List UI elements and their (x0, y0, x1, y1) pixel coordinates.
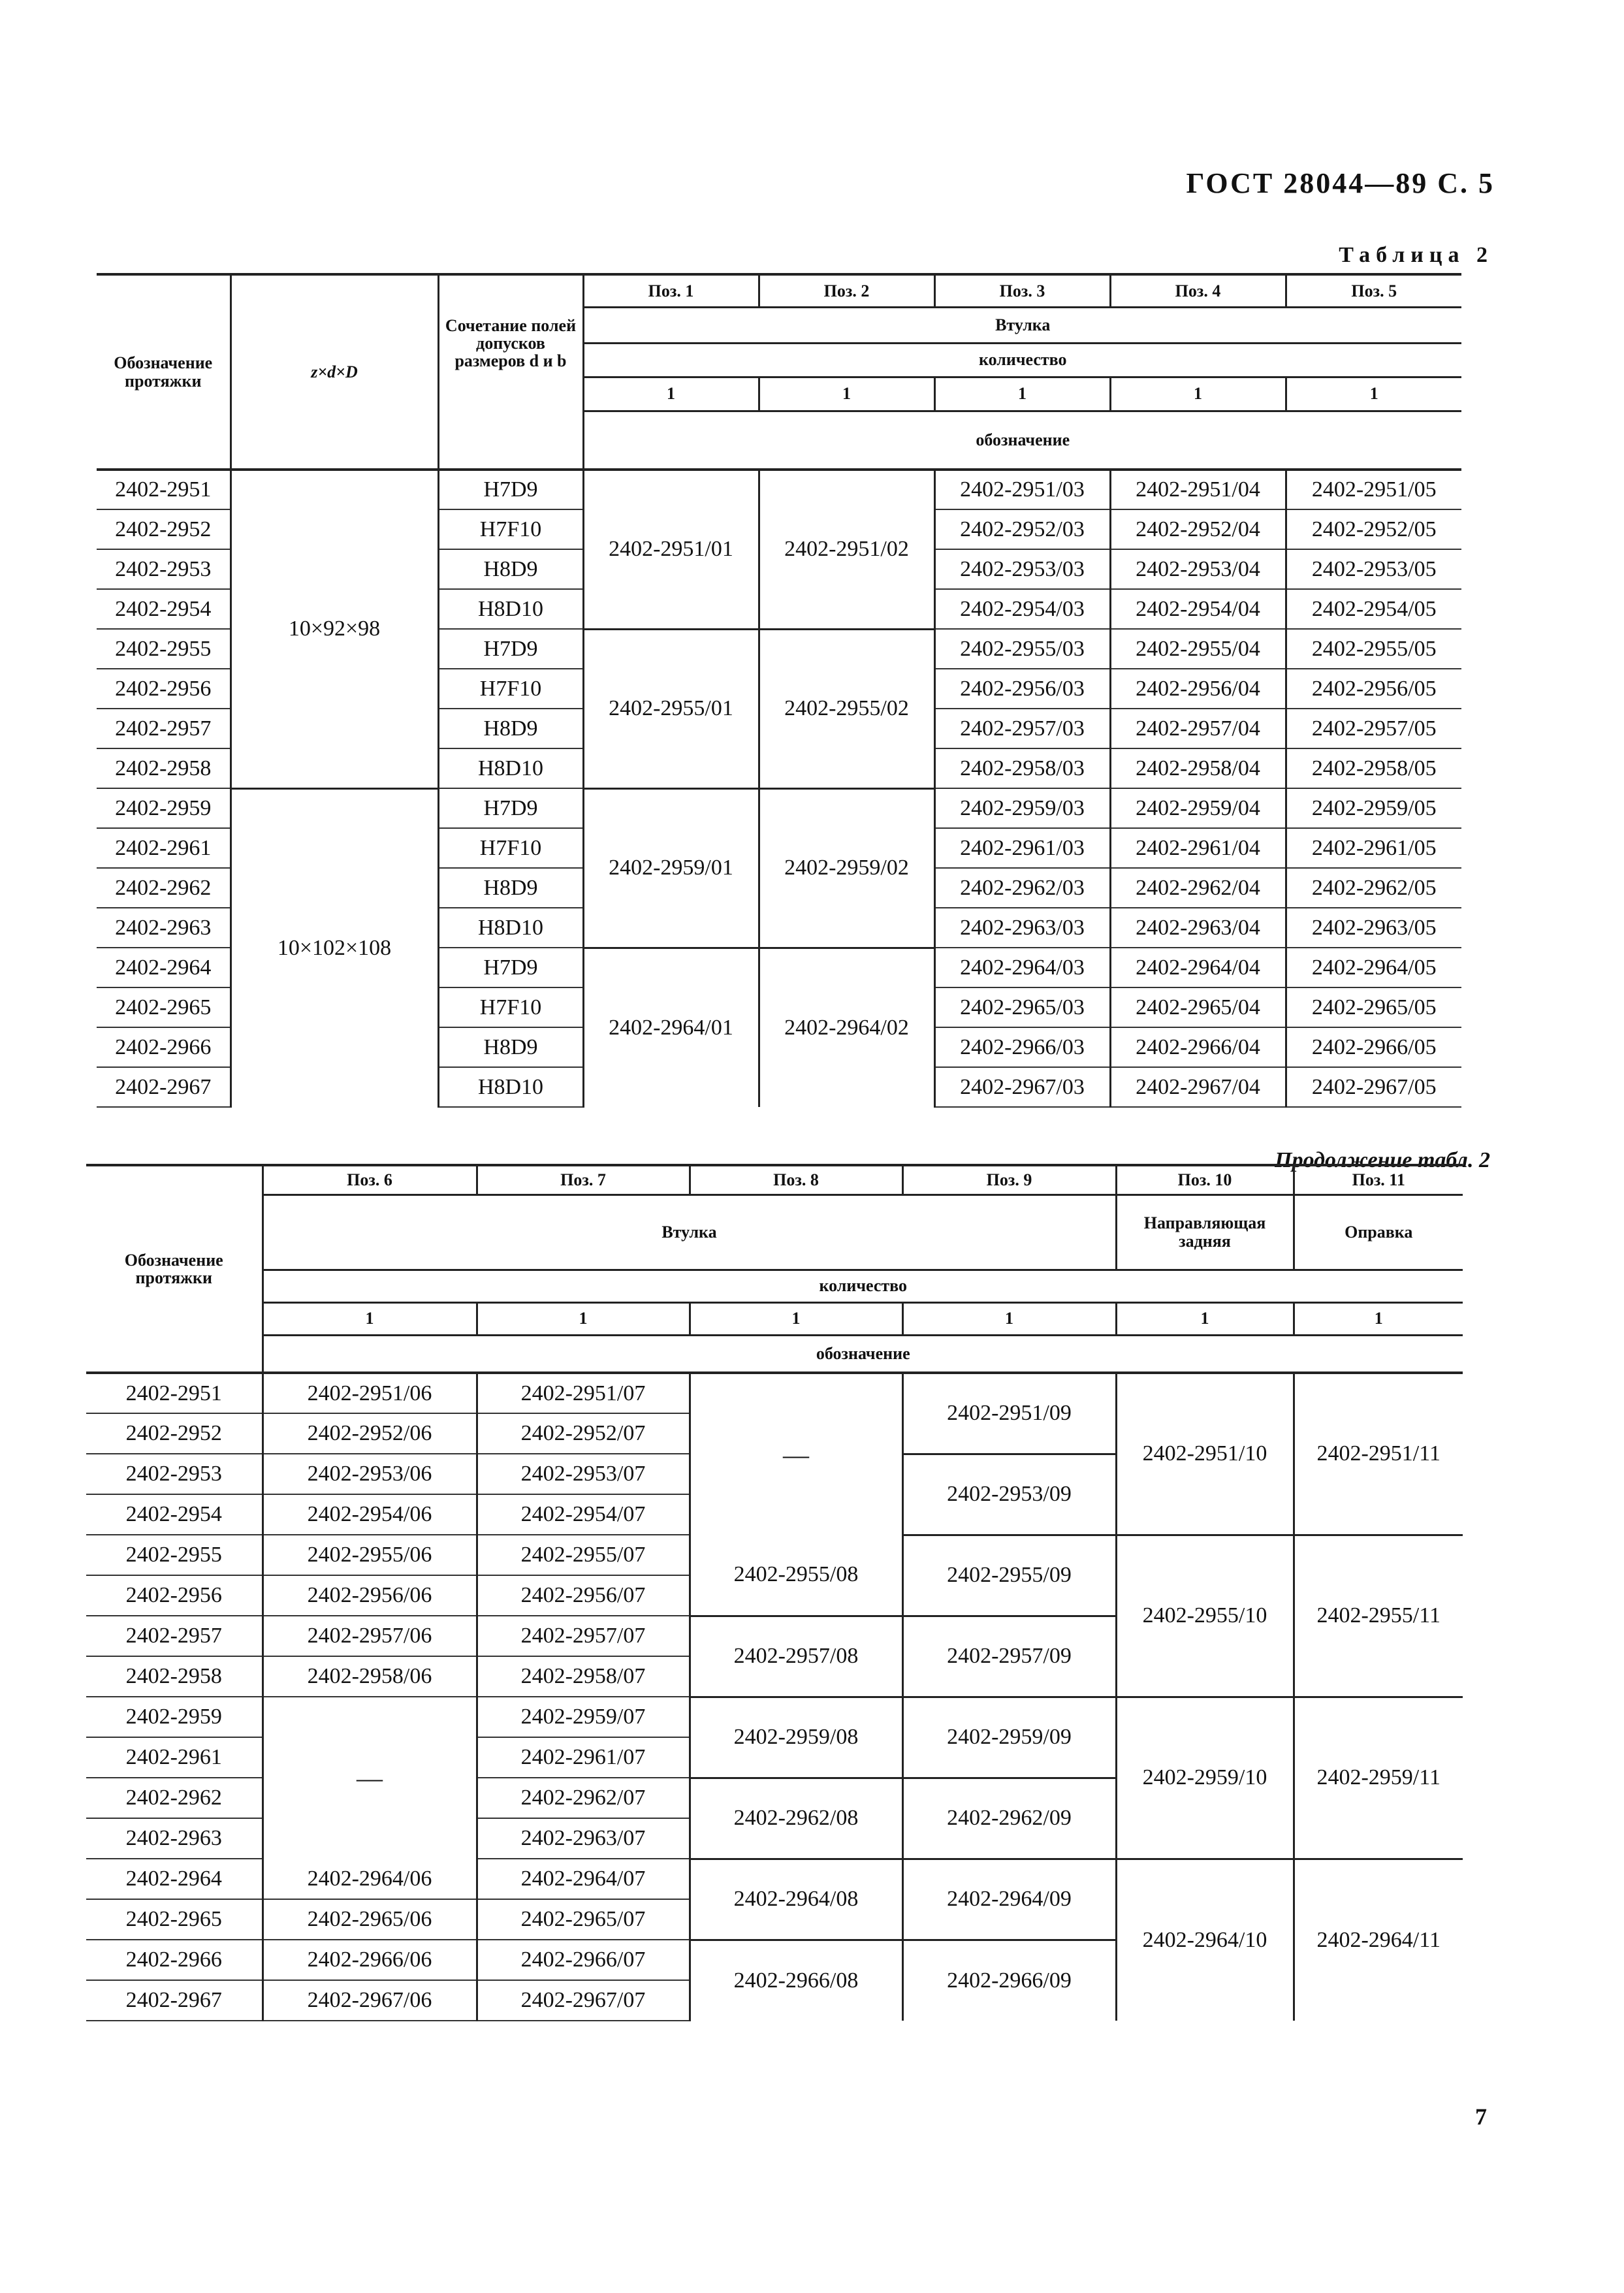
pos5-cell: 2402-2951/05 (1286, 470, 1461, 509)
pos7-cell: 2402-2958/07 (477, 1656, 690, 1697)
pos4-cell: 2402-2961/04 (1110, 828, 1286, 868)
designation-cell: 2402-2965 (86, 1899, 263, 1940)
group-guide-header: Направляющая задняя (1116, 1195, 1294, 1270)
pos3-cell: 2402-2966/03 (934, 1027, 1110, 1067)
pos3-cell: 2402-2953/03 (934, 549, 1110, 589)
pos7-cell: 2402-2965/07 (477, 1899, 690, 1940)
pos5-cell: 2402-2961/05 (1286, 828, 1461, 868)
pos-header: Поз. 11 (1294, 1165, 1463, 1195)
quantity-value: 1 (1294, 1302, 1463, 1335)
pos10-cell: 2402-2955/10 (1116, 1535, 1294, 1697)
pos9-cell: 2402-2966/09 (902, 1940, 1116, 2021)
designation-cell: 2402-2967 (86, 1980, 263, 2021)
pos4-cell: 2402-2966/04 (1110, 1027, 1286, 1067)
page-number: 7 (1475, 2104, 1487, 2130)
pos7-cell: 2402-2956/07 (477, 1575, 690, 1616)
pos5-cell: 2402-2965/05 (1286, 987, 1461, 1027)
pos3-cell: 2402-2964/03 (934, 948, 1110, 987)
pos1-cell: 2402-2964/01 (583, 948, 759, 1107)
pos7-cell: 2402-2955/07 (477, 1535, 690, 1575)
pos-header: Поз. 9 (902, 1165, 1116, 1195)
pos2-cell: 2402-2959/02 (759, 788, 934, 948)
tolerance-cell: H7D9 (438, 470, 583, 509)
pos3-cell: 2402-2959/03 (934, 788, 1110, 828)
designation-cell: 2402-2963 (86, 1818, 263, 1859)
col-zdd-header: z×d×D (231, 274, 438, 470)
pos8-cell: 2402-2959/08 (690, 1697, 902, 1778)
pos6-cell: 2402-2957/06 (263, 1616, 477, 1656)
pos3-cell: 2402-2952/03 (934, 509, 1110, 549)
table-row (86, 1697, 1463, 1737)
quantity-value: 1 (690, 1302, 902, 1335)
pos7-cell: 2402-2951/07 (477, 1373, 690, 1413)
tolerance-cell: H8D10 (438, 748, 583, 788)
designation-cell: 2402-2952 (97, 509, 231, 549)
pos11-cell: 2402-2964/11 (1294, 1859, 1463, 2021)
designation-cell: 2402-2951 (97, 470, 231, 509)
pos3-cell: 2402-2957/03 (934, 709, 1110, 748)
designation-cell: 2402-2954 (97, 589, 231, 629)
pos5-cell: 2402-2966/05 (1286, 1027, 1461, 1067)
tolerance-cell: H7D9 (438, 948, 583, 987)
tolerance-cell: H8D9 (438, 1027, 583, 1067)
pos4-cell: 2402-2962/04 (1110, 868, 1286, 908)
pos8-cell: 2402-2955/08 (690, 1535, 902, 1616)
pos8-cell: — (690, 1373, 902, 1535)
pos3-cell: 2402-2961/03 (934, 828, 1110, 868)
quantity-value: 1 (1286, 377, 1461, 411)
pos6-cell: 2402-2964/06 (263, 1859, 477, 1899)
table-row (86, 1859, 1463, 1899)
table-row (86, 1373, 1463, 1413)
pos7-cell: 2402-2967/07 (477, 1980, 690, 2021)
pos3-cell: 2402-2965/03 (934, 987, 1110, 1027)
pos7-cell: 2402-2966/07 (477, 1940, 690, 1980)
quantity-value: 1 (263, 1302, 477, 1335)
pos7-cell: 2402-2963/07 (477, 1818, 690, 1859)
pos10-cell: 2402-2959/10 (1116, 1697, 1294, 1859)
pos-header: Поз. 7 (477, 1165, 690, 1195)
group-mandrel-header: Оправка (1294, 1195, 1463, 1270)
designation-label: обозначение (263, 1335, 1463, 1373)
pos6-cell: 2402-2967/06 (263, 1980, 477, 2021)
pos7-cell: 2402-2957/07 (477, 1616, 690, 1656)
col-designation-header: Обозначение протяжки (97, 274, 231, 470)
designation-cell: 2402-2962 (86, 1778, 263, 1818)
pos10-cell: 2402-2964/10 (1116, 1859, 1294, 2021)
pos7-cell: 2402-2952/07 (477, 1413, 690, 1454)
group-header: Втулка (583, 307, 1461, 343)
tolerance-cell: H7F10 (438, 987, 583, 1027)
designation-cell: 2402-2962 (97, 868, 231, 908)
pos8-cell: 2402-2966/08 (690, 1940, 902, 2021)
designation-cell: 2402-2956 (97, 669, 231, 709)
table-2-part-2 (86, 1164, 1463, 2021)
pos4-cell: 2402-2954/04 (1110, 589, 1286, 629)
tolerance-cell: H7D9 (438, 629, 583, 669)
pos9-cell: 2402-2962/09 (902, 1778, 1116, 1859)
col-designation-header: Обозначение протяжки (86, 1165, 263, 1373)
designation-cell: 2402-2952 (86, 1413, 263, 1454)
size-cell: 10×102×108 (231, 788, 438, 1107)
pos-header: Поз. 10 (1116, 1165, 1294, 1195)
table-row (97, 788, 1461, 828)
quantity-value: 1 (1116, 1302, 1294, 1335)
pos9-cell: 2402-2951/09 (902, 1373, 1116, 1454)
pos-header: Поз. 2 (759, 274, 934, 307)
pos4-cell: 2402-2953/04 (1110, 549, 1286, 589)
pos6-cell: 2402-2955/06 (263, 1535, 477, 1575)
designation-cell: 2402-2963 (97, 908, 231, 948)
continuation-caption: Продолжение табл. 2 (1275, 1148, 1490, 1172)
quantity-value: 1 (1110, 377, 1286, 411)
designation-cell: 2402-2953 (86, 1454, 263, 1494)
table-2-part-1 (97, 273, 1461, 1108)
pos9-cell: 2402-2959/09 (902, 1697, 1116, 1778)
pos-header: Поз. 1 (583, 274, 759, 307)
pos3-cell: 2402-2958/03 (934, 748, 1110, 788)
pos2-cell: 2402-2964/02 (759, 948, 934, 1107)
designation-cell: 2402-2961 (97, 828, 231, 868)
pos-header: Поз. 6 (263, 1165, 477, 1195)
size-cell: 10×92×98 (231, 470, 438, 788)
pos-header: Поз. 4 (1110, 274, 1286, 307)
designation-cell: 2402-2959 (97, 788, 231, 828)
pos6-cell: 2402-2958/06 (263, 1656, 477, 1697)
quantity-label: количество (263, 1270, 1463, 1302)
pos11-cell: 2402-2959/11 (1294, 1697, 1463, 1859)
designation-cell: 2402-2951 (86, 1373, 263, 1413)
pos3-cell: 2402-2954/03 (934, 589, 1110, 629)
pos5-cell: 2402-2957/05 (1286, 709, 1461, 748)
pos6-cell: — (263, 1697, 477, 1859)
pos3-cell: 2402-2962/03 (934, 868, 1110, 908)
tolerance-cell: H7F10 (438, 828, 583, 868)
designation-cell: 2402-2967 (97, 1067, 231, 1107)
designation-cell: 2402-2957 (86, 1616, 263, 1656)
pos1-cell: 2402-2951/01 (583, 470, 759, 629)
designation-cell: 2402-2956 (86, 1575, 263, 1616)
pos4-cell: 2402-2959/04 (1110, 788, 1286, 828)
page-header: ГОСТ 28044—89 С. 5 (1186, 167, 1495, 199)
pos4-cell: 2402-2964/04 (1110, 948, 1286, 987)
pos5-cell: 2402-2962/05 (1286, 868, 1461, 908)
designation-cell: 2402-2955 (86, 1535, 263, 1575)
pos6-cell: 2402-2965/06 (263, 1899, 477, 1940)
pos11-cell: 2402-2951/11 (1294, 1373, 1463, 1535)
pos6-cell: 2402-2953/06 (263, 1454, 477, 1494)
pos4-cell: 2402-2951/04 (1110, 470, 1286, 509)
pos9-cell: 2402-2957/09 (902, 1616, 1116, 1697)
pos4-cell: 2402-2956/04 (1110, 669, 1286, 709)
pos5-cell: 2402-2964/05 (1286, 948, 1461, 987)
quantity-value: 1 (902, 1302, 1116, 1335)
pos4-cell: 2402-2952/04 (1110, 509, 1286, 549)
designation-cell: 2402-2955 (97, 629, 231, 669)
pos5-cell: 2402-2963/05 (1286, 908, 1461, 948)
designation-label: обозначение (583, 411, 1461, 470)
designation-cell: 2402-2953 (97, 549, 231, 589)
pos9-cell: 2402-2964/09 (902, 1859, 1116, 1940)
pos7-cell: 2402-2964/07 (477, 1859, 690, 1899)
pos2-cell: 2402-2951/02 (759, 470, 934, 629)
pos5-cell: 2402-2952/05 (1286, 509, 1461, 549)
pos4-cell: 2402-2955/04 (1110, 629, 1286, 669)
pos5-cell: 2402-2954/05 (1286, 589, 1461, 629)
pos6-cell: 2402-2954/06 (263, 1494, 477, 1535)
pos7-cell: 2402-2954/07 (477, 1494, 690, 1535)
pos6-cell: 2402-2966/06 (263, 1940, 477, 1980)
pos6-cell: 2402-2956/06 (263, 1575, 477, 1616)
pos4-cell: 2402-2957/04 (1110, 709, 1286, 748)
table-row (97, 470, 1461, 509)
pos-header: Поз. 8 (690, 1165, 902, 1195)
table-row (86, 1535, 1463, 1575)
designation-cell: 2402-2958 (86, 1656, 263, 1697)
tolerance-cell: H8D9 (438, 709, 583, 748)
designation-cell: 2402-2957 (97, 709, 231, 748)
pos7-cell: 2402-2953/07 (477, 1454, 690, 1494)
pos-header: Поз. 5 (1286, 274, 1461, 307)
pos7-cell: 2402-2962/07 (477, 1778, 690, 1818)
designation-cell: 2402-2964 (97, 948, 231, 987)
table-caption: Таблица 2 (1339, 243, 1493, 267)
pos1-cell: 2402-2955/01 (583, 629, 759, 788)
pos6-cell: 2402-2952/06 (263, 1413, 477, 1454)
pos4-cell: 2402-2958/04 (1110, 748, 1286, 788)
pos11-cell: 2402-2955/11 (1294, 1535, 1463, 1697)
pos3-cell: 2402-2956/03 (934, 669, 1110, 709)
pos1-cell: 2402-2959/01 (583, 788, 759, 948)
pos-header: Поз. 3 (934, 274, 1110, 307)
pos3-cell: 2402-2951/03 (934, 470, 1110, 509)
pos4-cell: 2402-2967/04 (1110, 1067, 1286, 1107)
quantity-value: 1 (934, 377, 1110, 411)
designation-cell: 2402-2966 (86, 1940, 263, 1980)
pos4-cell: 2402-2963/04 (1110, 908, 1286, 948)
quantity-value: 1 (477, 1302, 690, 1335)
group-bushing-header: Втулка (263, 1195, 1116, 1270)
pos8-cell: 2402-2962/08 (690, 1778, 902, 1859)
pos10-cell: 2402-2951/10 (1116, 1373, 1294, 1535)
tolerance-cell: H8D10 (438, 1067, 583, 1107)
pos5-cell: 2402-2956/05 (1286, 669, 1461, 709)
tolerance-cell: H8D10 (438, 908, 583, 948)
designation-cell: 2402-2959 (86, 1697, 263, 1737)
pos3-cell: 2402-2963/03 (934, 908, 1110, 948)
pos9-cell: 2402-2955/09 (902, 1535, 1116, 1616)
pos9-cell: 2402-2953/09 (902, 1454, 1116, 1535)
pos3-cell: 2402-2955/03 (934, 629, 1110, 669)
pos5-cell: 2402-2959/05 (1286, 788, 1461, 828)
tolerance-cell: H7F10 (438, 509, 583, 549)
pos5-cell: 2402-2958/05 (1286, 748, 1461, 788)
pos8-cell: 2402-2957/08 (690, 1616, 902, 1697)
pos2-cell: 2402-2955/02 (759, 629, 934, 788)
pos3-cell: 2402-2967/03 (934, 1067, 1110, 1107)
quantity-value: 1 (583, 377, 759, 411)
pos5-cell: 2402-2953/05 (1286, 549, 1461, 589)
designation-cell: 2402-2961 (86, 1737, 263, 1778)
pos5-cell: 2402-2967/05 (1286, 1067, 1461, 1107)
designation-cell: 2402-2958 (97, 748, 231, 788)
tolerance-cell: H8D9 (438, 549, 583, 589)
pos4-cell: 2402-2965/04 (1110, 987, 1286, 1027)
tolerance-cell: H7D9 (438, 788, 583, 828)
tolerance-cell: H7F10 (438, 669, 583, 709)
col-tolerance-header: Сочетание полей допусков размеров d и b (438, 274, 583, 411)
tolerance-cell: H8D10 (438, 589, 583, 629)
designation-cell: 2402-2954 (86, 1494, 263, 1535)
pos5-cell: 2402-2955/05 (1286, 629, 1461, 669)
pos7-cell: 2402-2961/07 (477, 1737, 690, 1778)
pos7-cell: 2402-2959/07 (477, 1697, 690, 1737)
pos6-cell: 2402-2951/06 (263, 1373, 477, 1413)
tolerance-cell: H8D9 (438, 868, 583, 908)
designation-cell: 2402-2964 (86, 1859, 263, 1899)
pos8-cell: 2402-2964/08 (690, 1859, 902, 1940)
designation-cell: 2402-2966 (97, 1027, 231, 1067)
designation-cell: 2402-2965 (97, 987, 231, 1027)
quantity-value: 1 (759, 377, 934, 411)
quantity-label: количество (583, 343, 1461, 377)
